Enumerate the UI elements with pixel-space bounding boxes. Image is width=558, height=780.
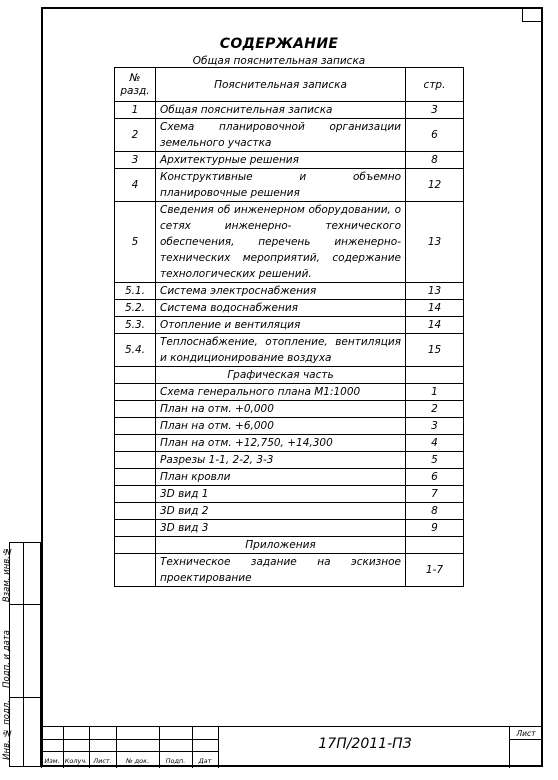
row-name: Разрезы 1-1, 2-2, 3-3 <box>156 452 406 469</box>
table-row <box>115 554 464 587</box>
table-row <box>115 418 464 435</box>
row-num <box>115 435 156 452</box>
row-page: 15 <box>406 334 464 367</box>
row-name: Схема генерального плана М1:1000 <box>156 384 406 401</box>
table-row <box>115 520 464 537</box>
table-row <box>115 102 464 119</box>
strip-label-sign-date: Подп. и дата <box>2 630 12 688</box>
row-num: 5.3. <box>115 317 156 334</box>
table-row <box>115 435 464 452</box>
table-row <box>115 317 464 334</box>
row-num <box>115 418 156 435</box>
row-num <box>115 486 156 503</box>
tb-sheet-label: Лист <box>516 729 536 738</box>
document-subtitle: Общая пояснительная записка <box>192 55 366 67</box>
document-code: 17П/2011-ПЗ <box>318 736 412 752</box>
row-page: 7 <box>406 486 464 503</box>
section-blank <box>406 367 464 384</box>
section-blank <box>115 537 156 554</box>
row-num: 2 <box>115 119 156 152</box>
row-page: 9 <box>406 520 464 537</box>
row-page: 4 <box>406 435 464 452</box>
section-title-appendix: Приложения <box>156 537 406 554</box>
tb-col-count: Колуч. <box>64 757 88 765</box>
table-header-row <box>115 68 464 102</box>
row-name: План на отм. +12,750, +14,300 <box>156 435 406 452</box>
table-row <box>115 169 464 202</box>
row-name: Схема планировочной организации земельного участка <box>156 119 406 152</box>
row-name: Система электроснабжения <box>156 283 406 300</box>
row-name: Сведения об инженерном оборудовании, о сетях инженерно- технического обеспечения, перечень инженерно-технических мероприятий, содержание технологических решений. <box>156 202 406 283</box>
table-row <box>115 283 464 300</box>
section-title-graphic: Графическая часть <box>156 367 406 384</box>
section-row <box>115 367 464 384</box>
row-page: 3 <box>406 102 464 119</box>
row-name: 3D вид 1 <box>156 486 406 503</box>
row-num: 4 <box>115 169 156 202</box>
row-page: 5 <box>406 452 464 469</box>
row-name: План на отм. +0,000 <box>156 401 406 418</box>
contents-table <box>114 67 464 587</box>
row-page: 13 <box>406 202 464 283</box>
row-num: 5.1. <box>115 283 156 300</box>
strip-separator-2 <box>9 697 41 698</box>
row-name: Конструктивные и объемно планировочные решения <box>156 169 406 202</box>
table-row <box>115 334 464 367</box>
header-num: № разд. <box>115 68 156 102</box>
row-page: 14 <box>406 317 464 334</box>
binding-strip <box>9 542 41 767</box>
tb-col-sheet: Лист. <box>93 757 112 765</box>
header-name: Пояснительная записка <box>156 68 406 102</box>
row-name: Архитектурные решения <box>156 152 406 169</box>
section-blank <box>406 537 464 554</box>
row-num <box>115 520 156 537</box>
row-name: 3D вид 3 <box>156 520 406 537</box>
tb-col-sign: Подп. <box>165 757 186 765</box>
table-row <box>115 152 464 169</box>
row-name: Система водоснабжения <box>156 300 406 317</box>
row-page: 1-7 <box>406 554 464 587</box>
section-row <box>115 537 464 554</box>
row-num <box>115 503 156 520</box>
tb-col-docno: № док. <box>125 757 150 765</box>
row-num <box>115 401 156 418</box>
row-page: 6 <box>406 119 464 152</box>
row-num: 5 <box>115 202 156 283</box>
strip-label-inv-orig: Инв. № подл. <box>2 700 12 760</box>
table-row <box>115 401 464 418</box>
row-page: 13 <box>406 283 464 300</box>
table-row <box>115 469 464 486</box>
strip-label-replace: Взам. инв.№ <box>2 546 12 603</box>
row-name: Техническое задание на эскизное проектирование <box>156 554 406 587</box>
table-row <box>115 486 464 503</box>
table-row <box>115 503 464 520</box>
row-page: 12 <box>406 169 464 202</box>
row-name: Теплоснабжение, отопление, вентиляция и кондиционирование воздуха <box>156 334 406 367</box>
row-num <box>115 469 156 486</box>
row-name: План кровли <box>156 469 406 486</box>
frame-corner-mark <box>522 9 541 22</box>
table-row <box>115 202 464 283</box>
row-name: Отопление и вентиляция <box>156 317 406 334</box>
row-num <box>115 452 156 469</box>
document-title: СОДЕРЖАНИЕ <box>219 36 339 52</box>
header-page: стр. <box>406 68 464 102</box>
strip-divider <box>23 543 24 766</box>
row-page: 8 <box>406 152 464 169</box>
table-row <box>115 452 464 469</box>
tb-col-change: Изм. <box>44 757 60 765</box>
tb-col-date: Дат <box>198 757 212 765</box>
table-row <box>115 300 464 317</box>
strip-separator-1 <box>9 604 41 605</box>
section-blank <box>115 367 156 384</box>
row-num: 1 <box>115 102 156 119</box>
row-num: 5.2. <box>115 300 156 317</box>
row-name: 3D вид 2 <box>156 503 406 520</box>
row-page: 6 <box>406 469 464 486</box>
row-page: 8 <box>406 503 464 520</box>
row-num: 3 <box>115 152 156 169</box>
row-num <box>115 384 156 401</box>
row-num: 5.4. <box>115 334 156 367</box>
row-num <box>115 554 156 587</box>
row-page: 3 <box>406 418 464 435</box>
row-page: 1 <box>406 384 464 401</box>
row-name: Общая пояснительная записка <box>156 102 406 119</box>
row-page: 14 <box>406 300 464 317</box>
row-page: 2 <box>406 401 464 418</box>
table-row <box>115 119 464 152</box>
row-name: План на отм. +6,000 <box>156 418 406 435</box>
table-row <box>115 384 464 401</box>
